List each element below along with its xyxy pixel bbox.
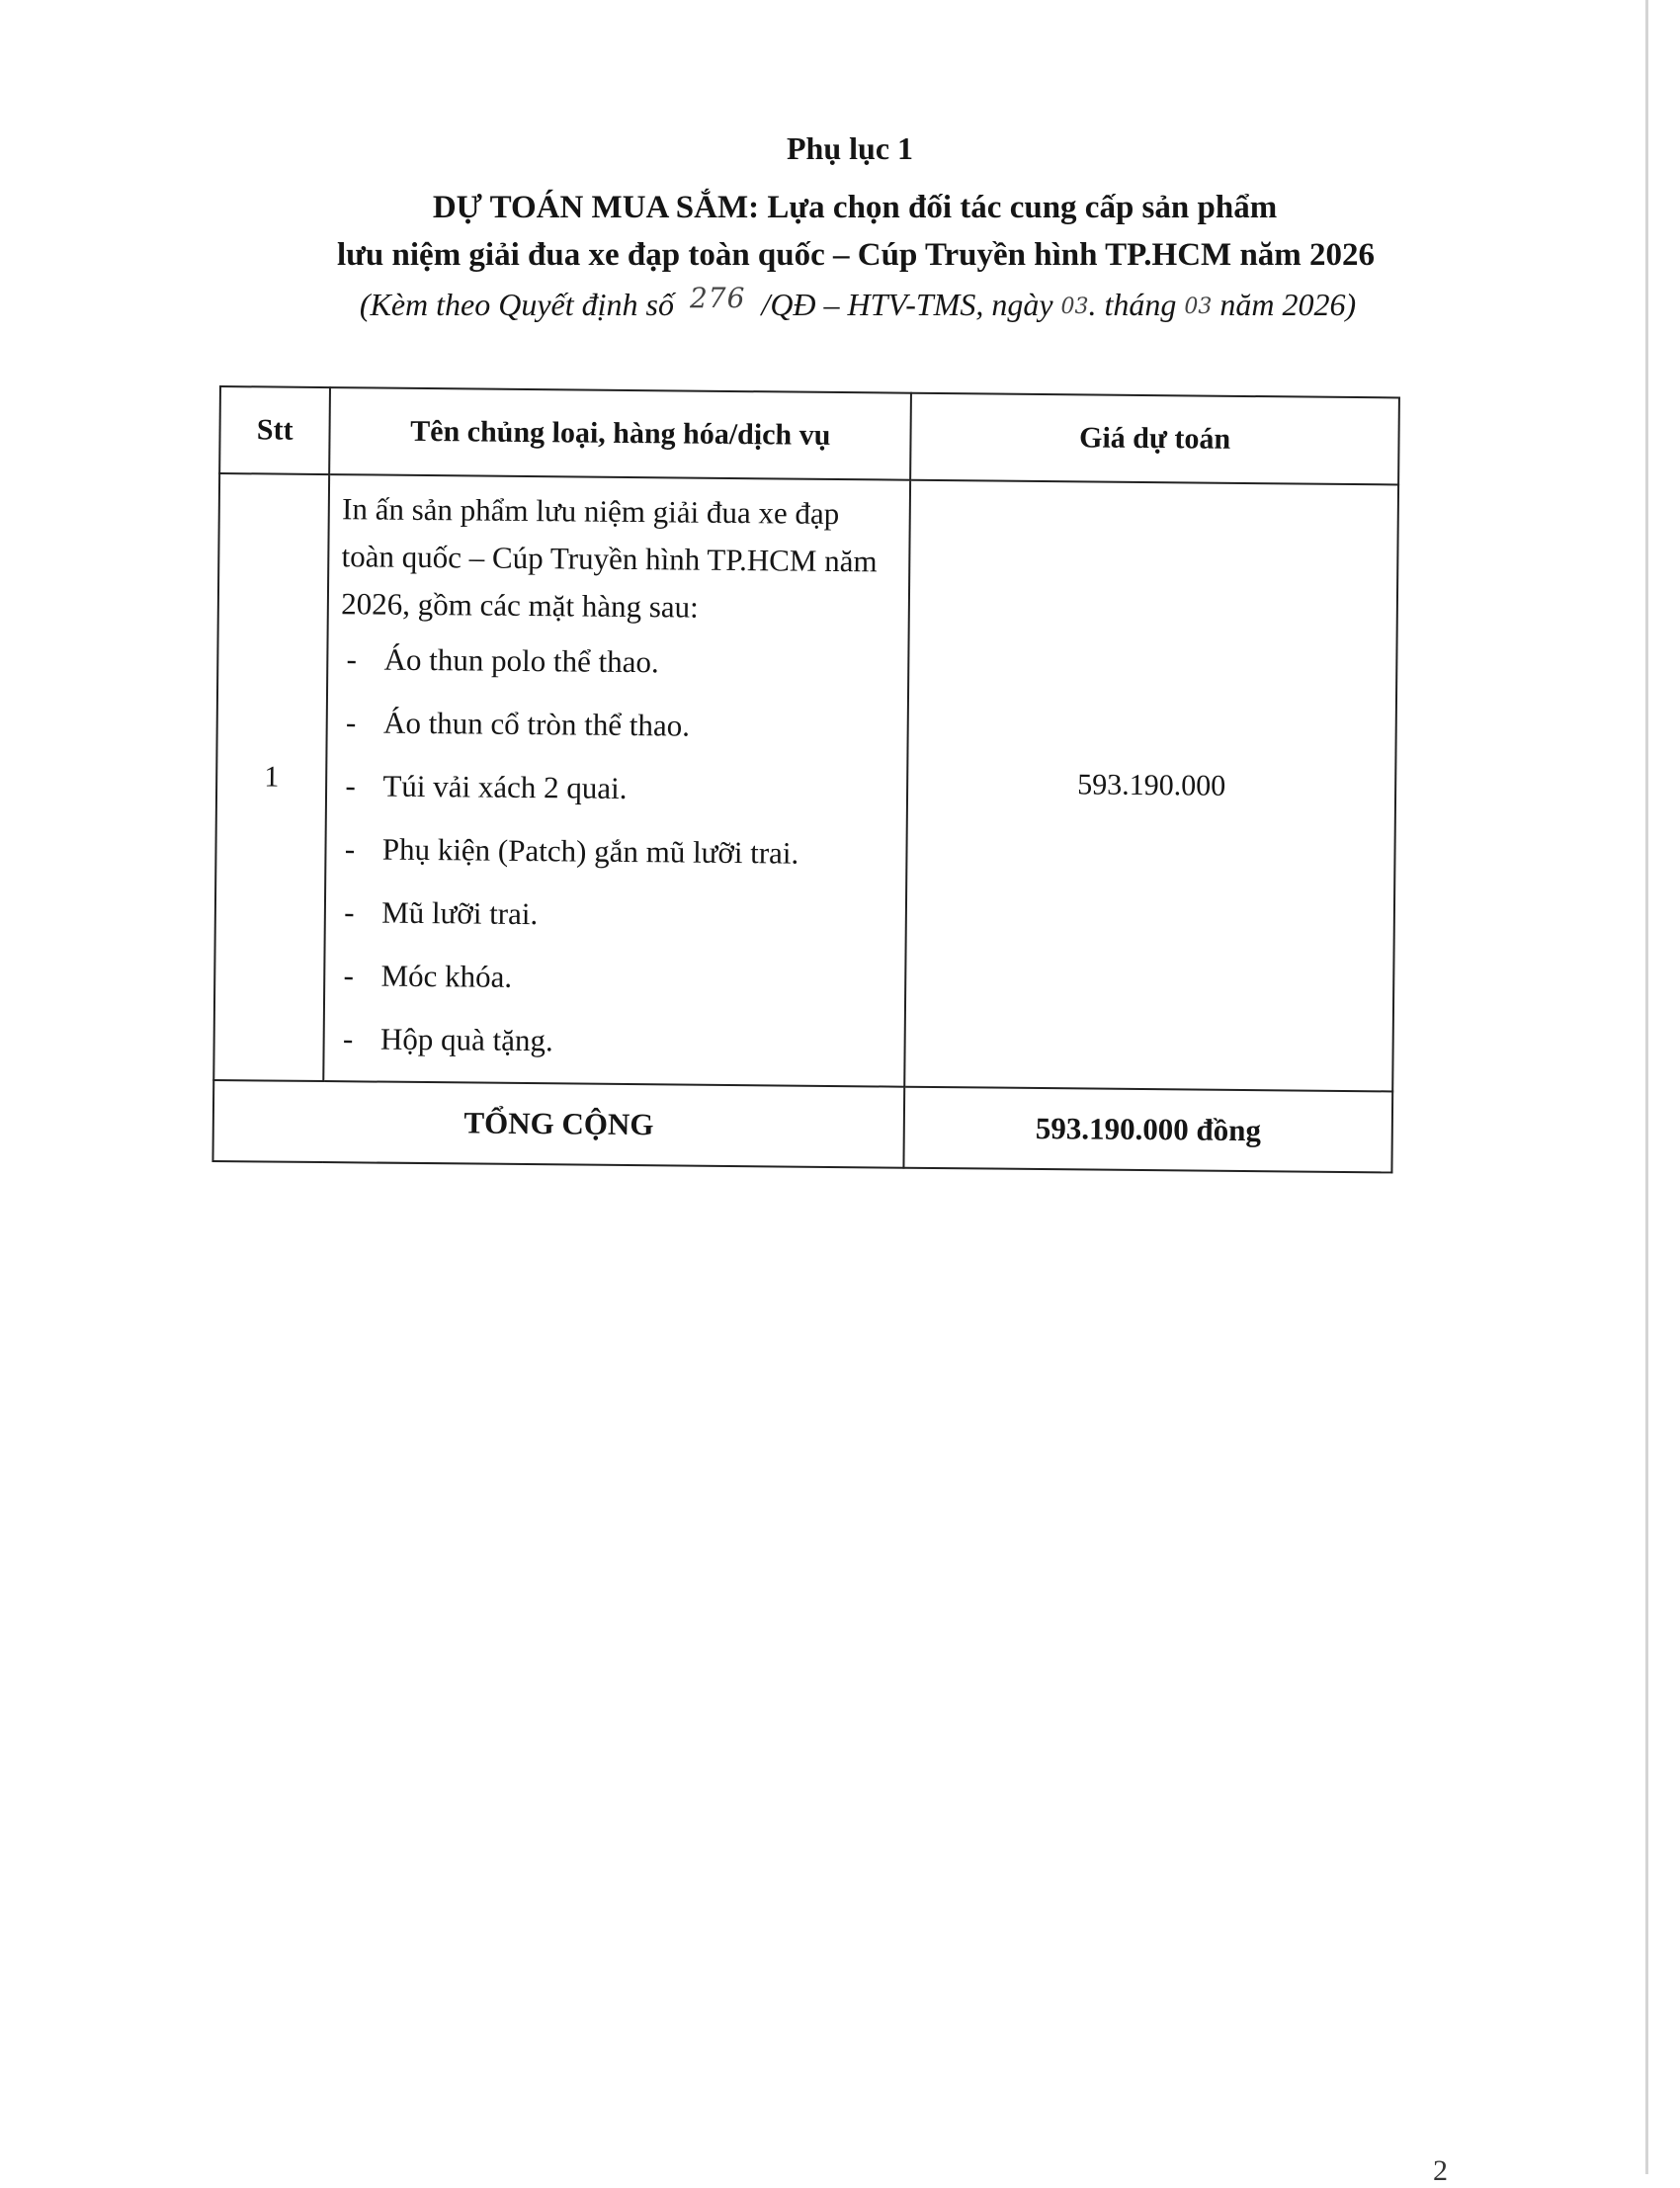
handwritten-decision-number: 276 <box>689 282 746 314</box>
list-item: - Móc khóa. <box>343 958 513 994</box>
scan-edge-line <box>1645 0 1648 2174</box>
handwritten-month: 03 <box>1184 295 1213 319</box>
list-item: - Hộp quà tặng. <box>342 1021 553 1058</box>
total-value: 593.190.000 đồng <box>904 1087 1393 1173</box>
row-price: 593.190.000 <box>904 480 1398 1092</box>
total-label: TỔNG CỘNG <box>212 1080 904 1168</box>
row-description <box>324 474 911 1087</box>
document-title-line1: DỰ TOÁN MUA SẮM: Lựa chọn đối tác cung cấp sản phẩm <box>432 190 1278 225</box>
document-title-line2: lưu niệm giải đua xe đạp toàn quốc – Cúp Truyền hình TP.HCM năm 2026 <box>336 237 1376 273</box>
list-item-text: Túi vải xách 2 quai. <box>382 768 628 805</box>
total-row <box>212 1080 1392 1172</box>
subtitle-mid: /QĐ – HTV-TMS, ngày <box>761 287 1053 322</box>
list-item: - Mũ lưỡi trai. <box>344 894 539 932</box>
budget-table <box>211 385 1399 1173</box>
row-stt: 1 <box>213 473 329 1081</box>
list-item: - Túi vải xách 2 quai. <box>345 768 628 805</box>
list-item-text: Móc khóa. <box>380 958 513 994</box>
table-header-row <box>219 386 1399 484</box>
header-estimated-price: Giá dự toán <box>910 393 1399 485</box>
list-item-text: Áo thun polo thể thao. <box>383 641 659 680</box>
header-stt: Stt <box>219 386 330 474</box>
list-item: - Áo thun polo thể thao. <box>346 641 659 680</box>
list-item-text: Áo thun cổ tròn thể thao. <box>382 705 691 743</box>
list-item-text: Hộp quà tặng. <box>379 1021 553 1058</box>
header-item-name: Tên chủng loại, hàng hóa/dịch vụ <box>329 387 911 480</box>
item-list <box>337 628 898 1075</box>
subtitle-prefix: (Kèm theo Quyết định số <box>359 287 674 322</box>
table-row <box>213 473 1398 1091</box>
appendix-title: Phụ lục 1 <box>786 130 914 166</box>
subtitle-suffix: năm 2026) <box>1219 287 1357 322</box>
list-item: - Phụ kiện (Patch) gắn mũ lưỡi trai. <box>344 831 799 871</box>
list-item-text: Phụ kiện (Patch) gắn mũ lưỡi trai. <box>381 831 799 871</box>
page-number: 2 <box>1433 2154 1448 2187</box>
list-item: - Áo thun cổ tròn thể thao. <box>345 705 691 743</box>
list-item-text: Mũ lưỡi trai. <box>381 894 539 932</box>
subtitle-month-label: . tháng <box>1088 287 1177 322</box>
document-subtitle <box>18 282 1680 323</box>
handwritten-day: 03 <box>1060 295 1089 319</box>
row-description-intro: In ấn sản phẩm lưu niệm giải đua xe đạp toàn quốc – Cúp Truyền hình TP.HCM năm 2026, gồm các mặt hàng sau: <box>341 491 878 625</box>
